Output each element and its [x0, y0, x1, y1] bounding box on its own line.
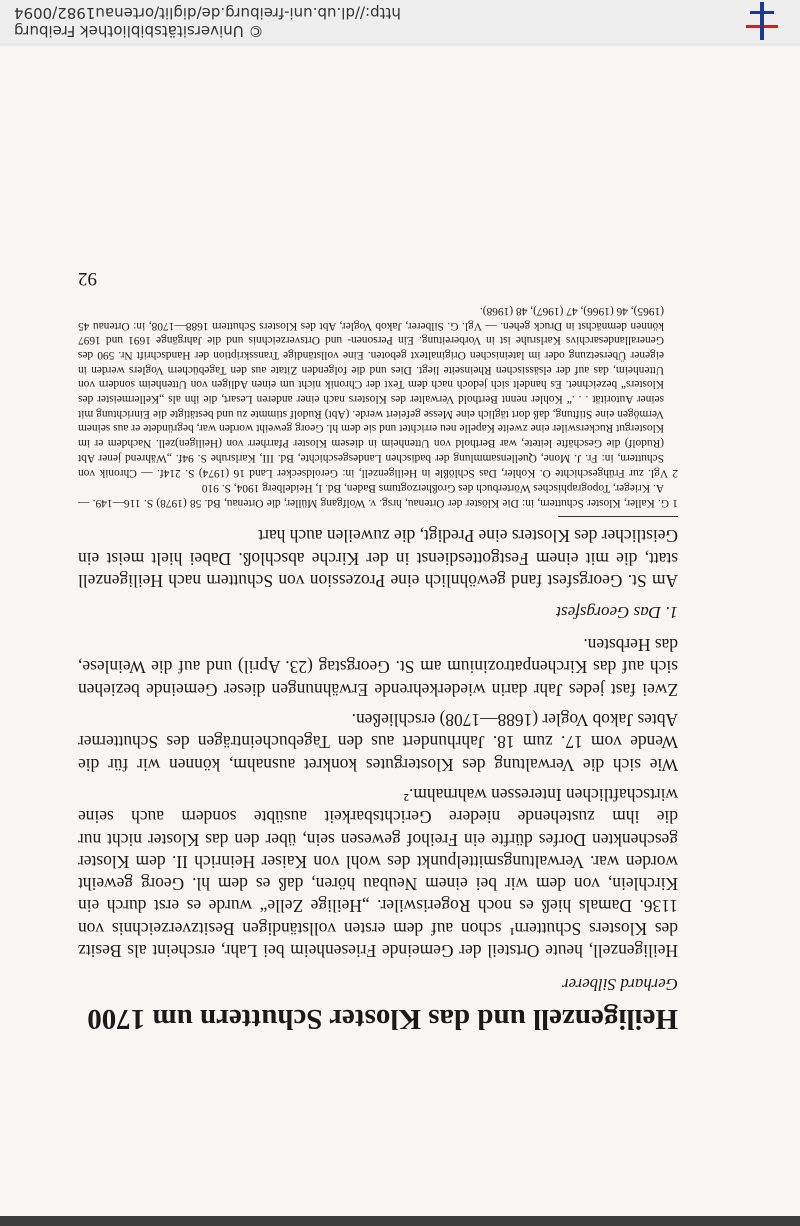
permalink[interactable]: http://dl.ub.uni-freiburg.de/diglit/ortenau1982/0094 [14, 4, 401, 22]
ub-freiburg-logo-icon [742, 2, 782, 40]
paragraph-2: Wie sich die Verwaltung des Klostergutes konkret ausnahm, können wir für die Wende vom 17. zum 18. Jahrhundert aus den Tagebucheinträgen des Schutterner Abtes Jakob Vogler (1688—1708) erschließen. [78, 710, 678, 775]
article-author: Gerhard Silberer [561, 975, 678, 994]
section-paragraph: Am St. Georgsfest fand gewöhnlich eine Prozession von Schuttern nach Heiligenzell statt, die mit einem Festgottesdienst in der Kirche abschloß. Dabei hielt meist ein Geistlicher des Klosters eine Predigt, die zuweilen auch hart [78, 526, 678, 591]
section-heading: 1. Das Georgsfest [556, 602, 678, 622]
article-title: Heiligenzell und das Kloster Schuttern um 1700 [87, 1003, 678, 1035]
paragraph-3: Zwei fast jedes Jahr darin wiederkehrende Erwähnungen dieser Gemeinde beziehen sich auf das Kirchenpatrozinium am St. Georgstag (23. April) und auf die Weinlese, das Herbsten. [78, 635, 678, 700]
article-body [78, 267, 678, 1036]
scan-edge [0, 1216, 800, 1226]
paragraph-1: Heiligenzell, heute Ortsteil der Gemeinde Friesenheim bei Lahr, erscheint als Besitz des Klosters Schuttern¹ schon auf dem ersten vollständigen Besitzverzeichnis von 1136. Damals hieß es noch Rogeriswiler. „Heilige Zelle“ wurde es erst durch ein Kirchlein, von dem wir bei einem Neubau hören, daß es dem hl. Georg geweiht worden war. Verwaltungsmittelpunkt des wohl von Kaiser Heinrich II. dem Kloster geschenkten Dorfes dürfte ein Freihof gewesen sein, über den das Kloster nicht nur die ihm zustehende niedere Gerichtsbarkeit ausübte sondern auch seine wirtschaftlichen Interessen wahrnahm.² [78, 784, 678, 961]
copyright-notice: © Universitätsbibliothek Freiburg [14, 22, 264, 40]
scanned-page [0, 46, 800, 1226]
footnote-2: 2 Vgl. zur Frühgeschichte O. Kohler, Das Schlößle in Heiligenzell, in: Geroldsecker Land 16 (1974) S. 214f. — Chronik von Schuttern, in: Fr. J. Mone, Quellensammlung der badischen Landesgeschichte, Bd. III, Karlsruhe S. 94f. „Während jener Abt (Rudolf) die Geschäfte leitete, war Berthold von Uttenheim in diesem Kloster Pfarrherr von (Heiligen)zell. Nachdem er im Klostergut Ruckerswiler eine zweite Kapelle neu errichtet und sie dem hl. Georg geweiht worden war, begründete er aus seinem Vermögen eine Stiftung, daß dort täglich eine Messe gefeiert werde. (Abt) Rudolf stimmte zu und bestätigte die Einrichtung mit seiner Autorität . . .“ Kohler nennt Berthold Verwalter des Klosters nach einer anderen Lesart, die ihn als „Kellermeister des Klosters“ bezeichnet. Es handelt sich jedoch nach dem Text der Chronik nicht um einen Adligen von Uttenheim sondern von Uttenheim, das auf der elsässischen Rheinseite liegt. Dies und die folgenden Zitate aus den Tagebüchern Voglers werden in eigener Übersetzung oder im lateinischen Originaltext geboten. Eine vollständige Transskription der Handschrift Nr. 590 des Generallandesarchivs Karlsruhe ist in Vorbereitung. Ein Personen- und Ortsverzeichnis und die Jahrgänge 1691 und 1697 können demnächst in Druck gehen. — Vgl. G. Silberer, Jakob Vogler, Abt des Klosters Schuttern 1688—1708, in: Ortenau 45 (1965), 46 (1966), 47 (1967), 48 (1968). [78, 304, 678, 479]
page-number: 92 [78, 268, 97, 290]
footnote-divider [558, 516, 678, 517]
footnote-1: 1 G. Kaller, Kloster Schuttern, in: Die Klöster der Ortenau, hrsg. v. Wolfgang Müller, die Ortenau, Bd. 58 (1978) S. 116—149. — A. Krieger, Topographisches Wörterbuch des Großherzogtums Baden, Bd. I, Heidelberg 1904, S. 910 [78, 482, 678, 509]
